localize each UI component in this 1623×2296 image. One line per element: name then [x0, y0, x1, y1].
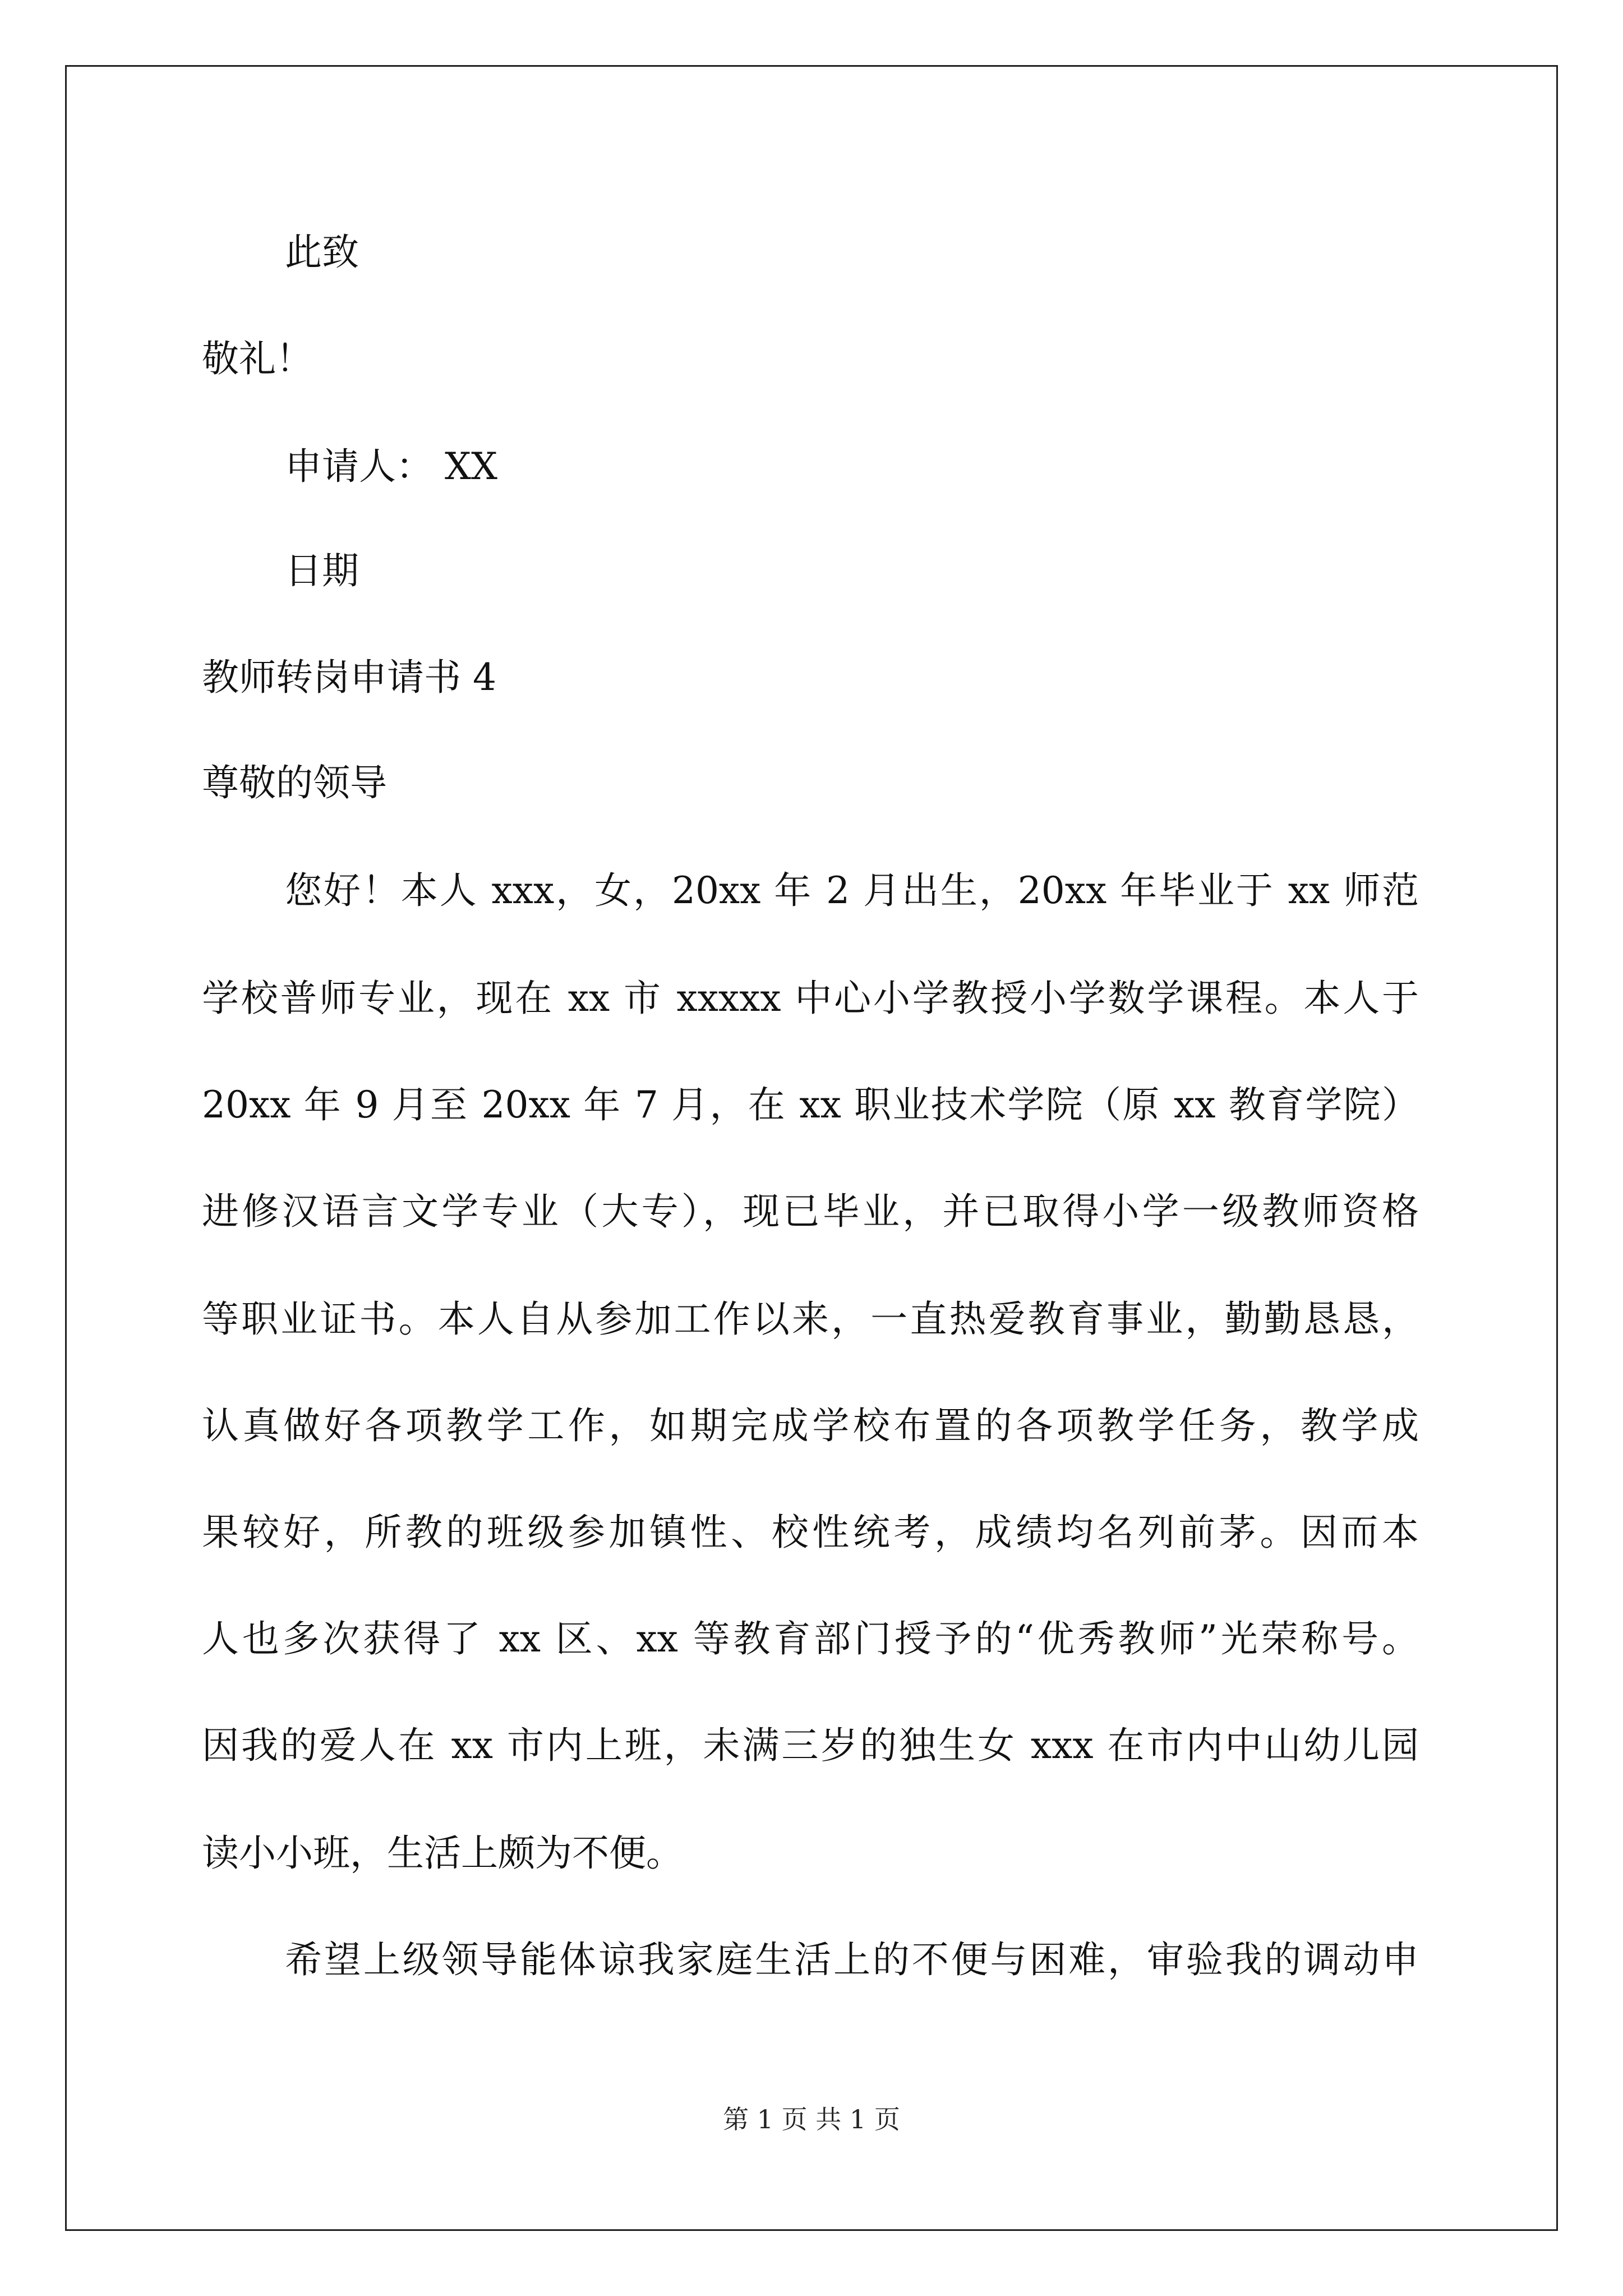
paragraph-1-line: 20xx 年 9 月至 20xx 年 7 月，在 xx 职业技术学院（原 xx 教育学院）	[202, 1083, 1419, 1126]
date-line: 日期	[285, 549, 359, 592]
paragraph-1-line: 进修汉语言文学专业（大专），现已毕业，并已取得小学一级教师资格	[202, 1190, 1419, 1233]
page-border	[65, 65, 1558, 2231]
paragraph-1-line: 您好！本人 xxx，女，20xx 年 2 月出生，20xx 年毕业于 xx 师范	[285, 869, 1419, 912]
paragraph-1-line: 学校普师专业，现在 xx 市 xxxxx 中心小学教授小学数学课程。本人于	[202, 977, 1419, 1020]
section-title: 教师转岗申请书 4	[202, 656, 496, 699]
paragraph-1-line: 人也多次获得了 xx 区、xx 等教育部门授予的“优秀教师”光荣称号。	[202, 1617, 1419, 1660]
paragraph-1-line: 读小小班，生活上颇为不便。	[202, 1832, 683, 1875]
applicant-line: 申请人： XX	[285, 445, 497, 488]
page-number-footer: 第 1 页 共 1 页	[723, 2104, 900, 2134]
closing-line-2: 敬礼！	[202, 337, 313, 380]
paragraph-1-line: 认真做好各项教学工作，如期完成学校布置的各项教学任务，教学成	[202, 1404, 1419, 1447]
paragraph-2-line: 希望上级领导能体谅我家庭生活上的不便与困难，审验我的调动申	[285, 1938, 1419, 1981]
paragraph-1-line: 因我的爱人在 xx 市内上班，未满三岁的独生女 xxx 在市内中山幼儿园	[202, 1724, 1419, 1767]
closing-line-1: 此致	[285, 231, 359, 274]
salutation: 尊敬的领导	[202, 761, 387, 804]
paragraph-1-line: 果较好，所教的班级参加镇性、校性统考，成绩均名列前茅。因而本	[202, 1511, 1419, 1554]
paragraph-1-line: 等职业证书。本人自从参加工作以来，一直热爱教育事业，勤勤恳恳，	[202, 1297, 1419, 1341]
